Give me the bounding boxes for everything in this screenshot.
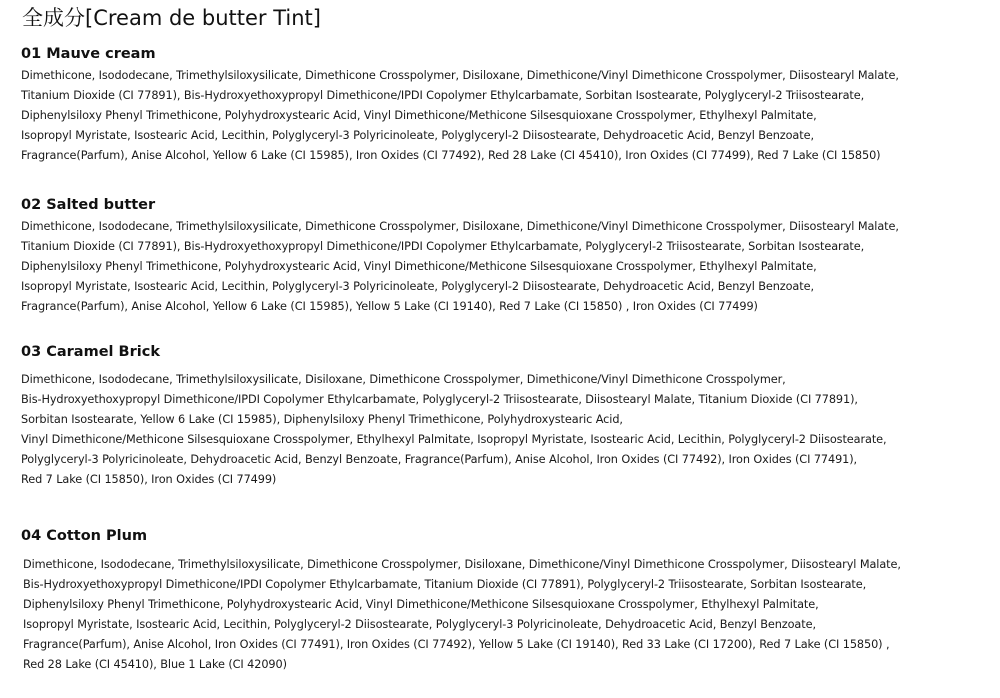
ingredient-line: Dimethicone, Isododecane, Trimethylsiloxysilicate, Disiloxane, Dimethicone Crosspolymer, Dimethicone/Vinyl Dimethicone Crosspolymer, — [21, 373, 786, 386]
ingredient-list — [21, 66, 996, 166]
ingredient-line: Fragrance(Parfum), Anise Alcohol, Yellow 6 Lake (CI 15985), Yellow 5 Lake (CI 19140), Red 7 Lake (CI 15850) , Iron Oxides (CI 77499) — [21, 300, 758, 313]
ingredient-line: Diphenylsiloxy Phenyl Trimethicone, Polyhydroxystearic Acid, Vinyl Dimethicone/Methicone Silsesquioxane Crosspolymer, Ethylhexyl Palmitate, — [23, 598, 819, 611]
ingredient-list — [21, 217, 996, 317]
page-title: 全成分[Cream de butter Tint] — [22, 6, 321, 30]
section-heading: 02 Salted butter — [21, 197, 156, 213]
ingredient-line: Red 28 Lake (CI 45410), Blue 1 Lake (CI 42090) — [23, 658, 287, 671]
ingredient-line: Isopropyl Myristate, Isostearic Acid, Lecithin, Polyglyceryl-3 Polyricinoleate, Polyglyceryl-2 Diisostearate, Dehydroacetic Acid, Benzyl Benzoate, — [21, 280, 814, 293]
product-section-caramel-brick — [21, 343, 996, 490]
ingredient-line: Sorbitan Isostearate, Yellow 6 Lake (CI 15985), Diphenylsiloxy Phenyl Trimethicone, Polyhydroxystearic Acid, — [21, 413, 623, 426]
ingredient-line: Isopropyl Myristate, Isostearic Acid, Lecithin, Polyglyceryl-3 Polyricinoleate, Polyglyceryl-2 Diisostearate, Dehydroacetic Acid, Benzyl Benzoate, — [21, 129, 814, 142]
ingredient-line: Diphenylsiloxy Phenyl Trimethicone, Polyhydroxystearic Acid, Vinyl Dimethicone/Methicone Silsesquioxane Crosspolymer, Ethylhexyl Palmitate, — [21, 260, 817, 273]
ingredient-line: Titanium Dioxide (CI 77891), Bis-Hydroxyethoxypropyl Dimethicone/IPDI Copolymer Ethylcarbamate, Polyglyceryl-2 Triisostearate, Sorbitan Isostearate, — [21, 240, 865, 253]
ingredient-line: Isopropyl Myristate, Isostearic Acid, Lecithin, Polyglyceryl-2 Diisostearate, Polyglyceryl-3 Polyricinoleate, Dehydroacetic Acid, Benzyl Benzoate, — [23, 618, 816, 631]
ingredient-line: Fragrance(Parfum), Anise Alcohol, Yellow 6 Lake (CI 15985), Iron Oxides (CI 77492), Red 28 Lake (CI 45410), Iron Oxides (CI 77499), Red 7 Lake (CI 15850) — [21, 149, 881, 162]
ingredient-line: Vinyl Dimethicone/Methicone Silsesquioxane Crosspolymer, Ethylhexyl Palmitate, Isopropyl Myristate, Isostearic Acid, Lecithin, Polyglyceryl-2 Diisostearate, — [21, 433, 887, 446]
section-heading: 04 Cotton Plum — [21, 528, 148, 544]
section-heading: 03 Caramel Brick — [21, 344, 160, 360]
product-section-salted-butter — [21, 196, 996, 317]
ingredient-line: Fragrance(Parfum), Anise Alcohol, Iron Oxides (CI 77491), Iron Oxides (CI 77492), Yellow 5 Lake (CI 19140), Red 33 Lake (CI 17200), Red 7 Lake (CI 15850) , — [23, 638, 890, 651]
ingredient-list — [21, 370, 996, 490]
ingredient-line: Bis-Hydroxyethoxypropyl Dimethicone/IPDI Copolymer Ethylcarbamate, Polyglyceryl-2 Triisostearate, Diisostearyl Malate, Titanium Dioxide (CI 77891), — [21, 393, 858, 406]
ingredient-line: Dimethicone, Isododecane, Trimethylsiloxysilicate, Dimethicone Crosspolymer, Disiloxane, Dimethicone/Vinyl Dimethicone Crosspolymer, Diisostearyl Malate, — [21, 220, 899, 233]
product-section-mauve-cream — [21, 45, 996, 166]
ingredient-line: Dimethicone, Isododecane, Trimethylsiloxysilicate, Dimethicone Crosspolymer, Disiloxane, Dimethicone/Vinyl Dimethicone Crosspolymer, Diisostearyl Malate, — [23, 558, 901, 571]
section-heading: 01 Mauve cream — [21, 46, 156, 62]
ingredient-line: Polyglyceryl-3 Polyricinoleate, Dehydroacetic Acid, Benzyl Benzoate, Fragrance(Parfum), Anise Alcohol, Iron Oxides (CI 77492), Iron Oxides (CI 77491), — [21, 453, 858, 466]
ingredient-line: Titanium Dioxide (CI 77891), Bis-Hydroxyethoxypropyl Dimethicone/IPDI Copolymer Ethylcarbamate, Sorbitan Isostearate, Polyglyceryl-2 Triisostearate, — [21, 89, 865, 102]
ingredient-list — [21, 555, 996, 675]
product-section-cotton-plum — [21, 527, 996, 675]
ingredient-line: Bis-Hydroxyethoxypropyl Dimethicone/IPDI Copolymer Ethylcarbamate, Titanium Dioxide (CI 77891), Polyglyceryl-2 Triisostearate, Sorbitan Isostearate, — [23, 578, 867, 591]
ingredient-line: Dimethicone, Isododecane, Trimethylsiloxysilicate, Dimethicone Crosspolymer, Disiloxane, Dimethicone/Vinyl Dimethicone Crosspolymer, Diisostearyl Malate, — [21, 69, 899, 82]
ingredient-line: Diphenylsiloxy Phenyl Trimethicone, Polyhydroxystearic Acid, Vinyl Dimethicone/Methicone Silsesquioxane Crosspolymer, Ethylhexyl Palmitate, — [21, 109, 817, 122]
ingredient-line: Red 7 Lake (CI 15850), Iron Oxides (CI 77499) — [21, 473, 277, 486]
